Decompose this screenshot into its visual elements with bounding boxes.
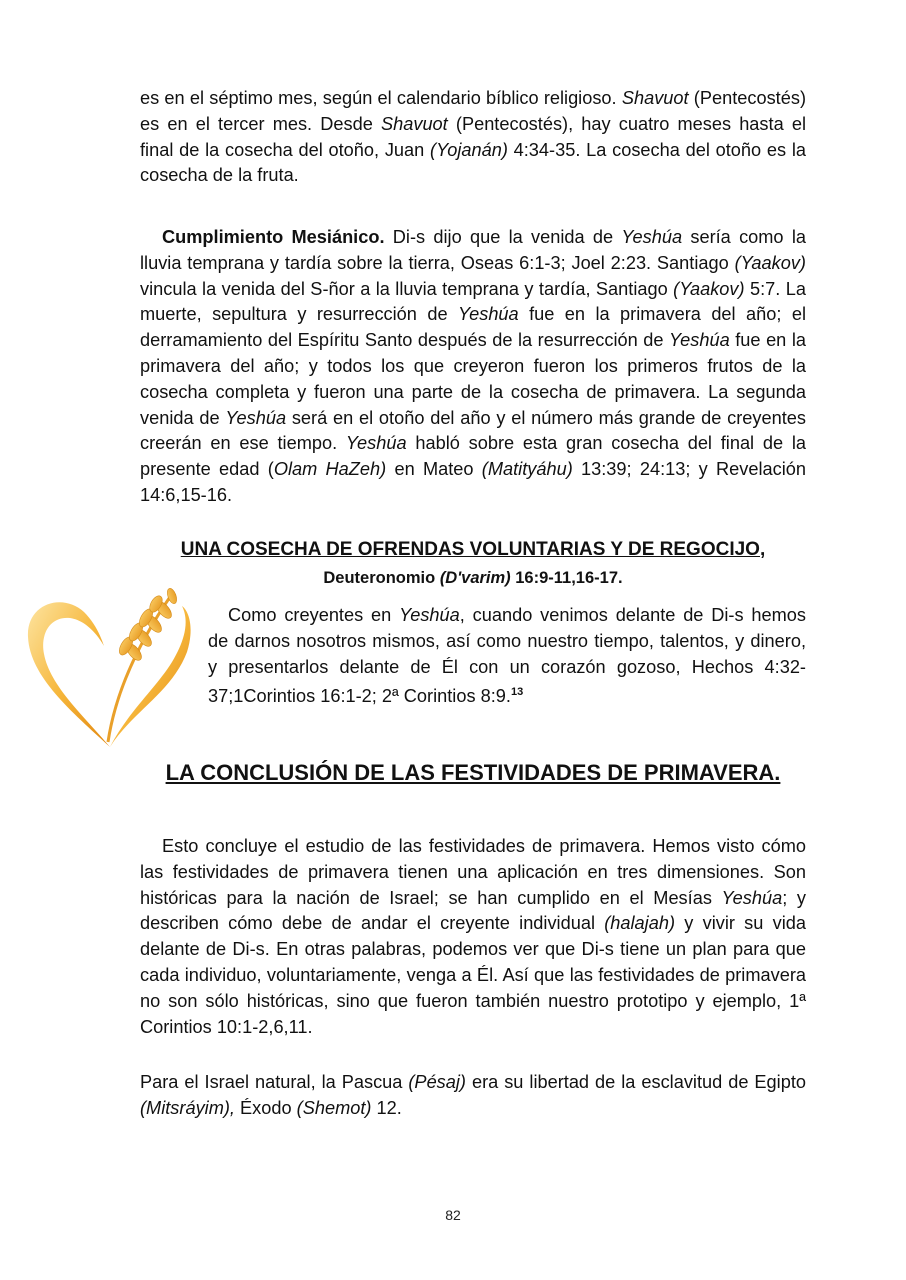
paragraph-voluntary-offerings: Como creyentes en Yeshúa, cuando venimos delante de Di-s hemos de darnos nosotros mismos, así como nuestro tiempo, talentos, y dinero, y presentarlos delante de Él con un corazón gozoso, Hechos 4:32-37;1Corintios 16:1-2; 2ª Corintios 8:9.13	[208, 605, 806, 707]
wheat-grains	[117, 587, 179, 663]
paragraph-conclusion: Esto concluye el estudio de las festividades de primavera. Hemos visto cómo las festividades de primavera tienen una aplicación en tres dimensiones. Son históricas para la nación de Israel; se han cumplido en el Mesías Yeshúa; y describen cómo debe de andar el creyente individual (halajah) y vivir su vida delante de Di-s. En otras palabras, podemos ver que Di-s tiene un plan para que cada individuo, voluntariamente, venga a Él. Así que las festividades de primavera no son sólo históricas, sino que fueron también nuestro prototipo y ejemplo, 1ª Corintios 10:1-2,6,11.	[140, 836, 806, 1037]
section-reference: Deuteronomio (D'varim) 16:9-11,16-17.	[323, 569, 623, 587]
paragraph-passover: Para el Israel natural, la Pascua (Pésaj) era su libertad de la esclavitud de Egipto (Mitsráyim), Éxodo (Shemot) 12.	[140, 1072, 806, 1118]
paragraph-messianic-fulfillment: Cumplimiento Mesiánico. Di-s dijo que la venida de Yeshúa sería como la lluvia temprana y tardía sobre la tierra, Oseas 6:1-3; Joel 2:23. Santiago (Yaakov) vincula la venida del S-ñor a la lluvia temprana y tardía, Santiago (Yaakov) 5:7. La muerte, sepultura y resurrección de Yeshúa fue en la primavera del año; el derramamiento del Espíritu Santo después de la resurrección de Yeshúa fue en la primavera del año; y todos los que creyeron fueron los primeros frutos de la cosecha completa y fueron una parte de la cosecha de primavera. La segunda venida de Yeshúa será en el otoño del año y el número más grande de creyentes creerán en ese tiempo. Yeshúa habló sobre esta gran cosecha del final de la presente edad (Olam HaZeh) en Mateo (Matityáhu) 13:39; 24:13; y Revelación 14:6,15-16.	[140, 227, 807, 505]
paragraph-feast-calendar: es en el séptimo mes, según el calendario bíblico religioso. Shavuot (Pentecostés) es en el tercer mes. Desde Shavuot (Pentecostés), hay cuatro meses hasta el final de la cosecha del otoño, Juan (Yojanán) 4:34-35. La cosecha del otoño es la cosecha de la fruta.	[140, 88, 807, 186]
page-number: 82	[445, 1207, 461, 1223]
section-heading-offerings: UNA COSECHA DE OFRENDAS VOLUNTARIAS Y DE REGOCIJO,	[180, 539, 766, 560]
wheat-heart-illustration	[22, 582, 202, 752]
wheat-stalk	[108, 594, 172, 742]
heart-left-stroke	[28, 602, 110, 747]
main-heading-conclusion: LA CONCLUSIÓN DE LAS FESTIVIDADES DE PRIMAVERA.	[165, 760, 781, 785]
